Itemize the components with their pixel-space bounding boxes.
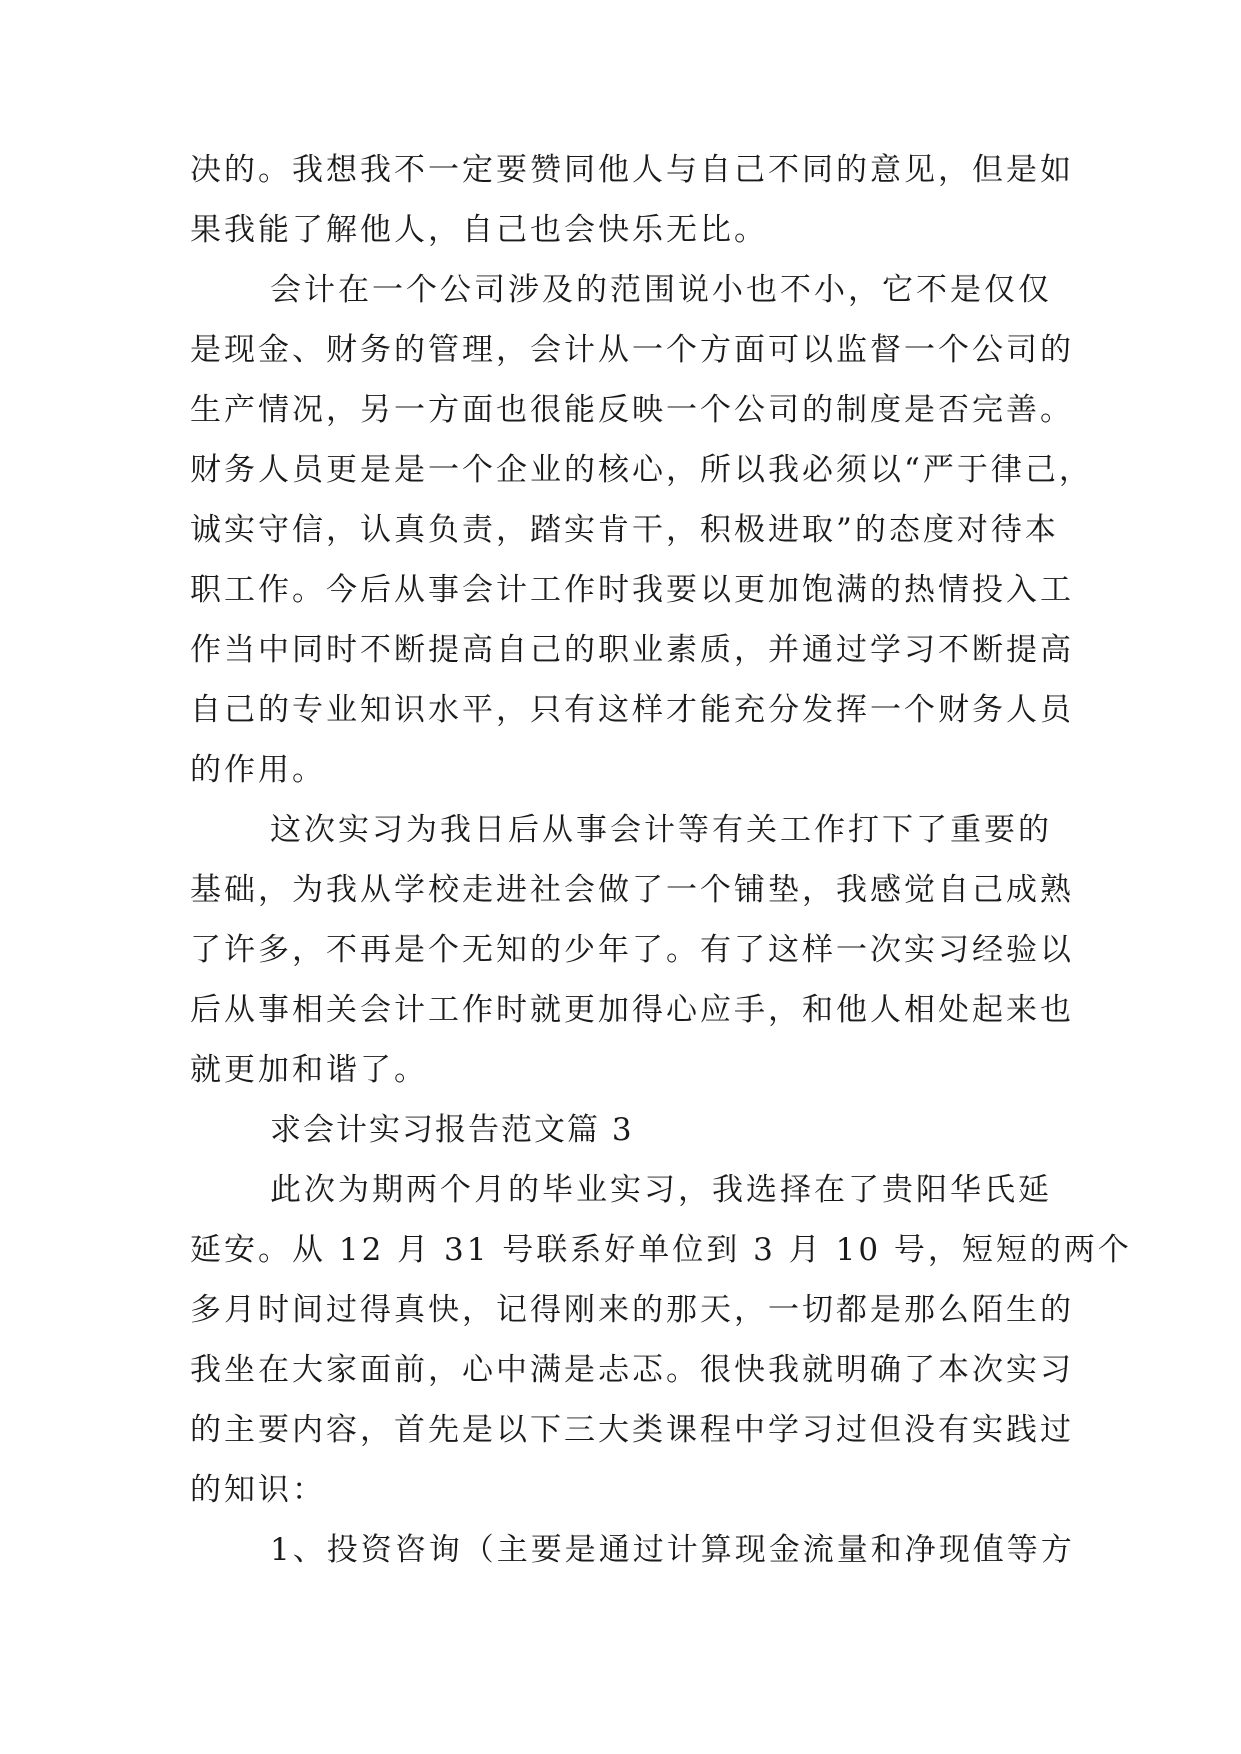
paragraph-start-line: 这次实习为我日后从事会计等有关工作打下了重要的 [270,812,1052,848]
text-line: 职工作。今后从事会计工作时我要以更加饱满的热情投入工 [190,572,1074,608]
paragraph-start-line: 此次为期两个月的毕业实习，我选择在了贵阳华氏延 [270,1172,1052,1208]
section-heading: 求会计实习报告范文篇 3 [270,1112,634,1148]
text-line: 是现金、财务的管理，会计从一个方面可以监督一个公司的 [190,332,1074,368]
text-line: 的作用。 [190,752,326,788]
text-line: 的知识： [190,1472,326,1508]
text-line: 多月时间过得真快，记得刚来的那天，一切都是那么陌生的 [190,1292,1074,1328]
text-line: 我坐在大家面前，心中满是忐忑。很快我就明确了本次实习 [190,1352,1074,1388]
text-line: 的主要内容，首先是以下三大类课程中学习过但没有实践过 [190,1412,1074,1448]
text-line: 决的。我想我不一定要赞同他人与自己不同的意见，但是如 [190,152,1074,188]
text-line: 后从事相关会计工作时就更加得心应手，和他人相处起来也 [190,992,1074,1028]
text-line: 作当中同时不断提高自己的职业素质，并通过学习不断提高 [190,632,1074,668]
list-item-line: 1、投资咨询（主要是通过计算现金流量和净现值等方 [270,1532,1075,1568]
text-line: 延安。从 12 月 31 号联系好单位到 3 月 10 号，短短的两个 [190,1232,1132,1268]
text-line: 财务人员更是是一个企业的核心，所以我必须以“严于律己， [190,452,1093,488]
text-line: 自己的专业知识水平，只有这样才能充分发挥一个财务人员 [190,692,1074,728]
text-line: 诚实守信，认真负责，踏实肯干，积极进取”的态度对待本 [190,512,1059,548]
paragraph-start-line: 会计在一个公司涉及的范围说小也不小，它不是仅仅 [270,272,1052,308]
text-line: 基础，为我从学校走进社会做了一个铺垫，我感觉自己成熟 [190,872,1074,908]
text-line: 就更加和谐了。 [190,1052,428,1088]
text-line: 生产情况，另一方面也很能反映一个公司的制度是否完善。 [190,392,1074,428]
text-line: 果我能了解他人，自己也会快乐无比。 [190,212,768,248]
text-line: 了许多，不再是个无知的少年了。有了这样一次实习经验以 [190,932,1074,968]
